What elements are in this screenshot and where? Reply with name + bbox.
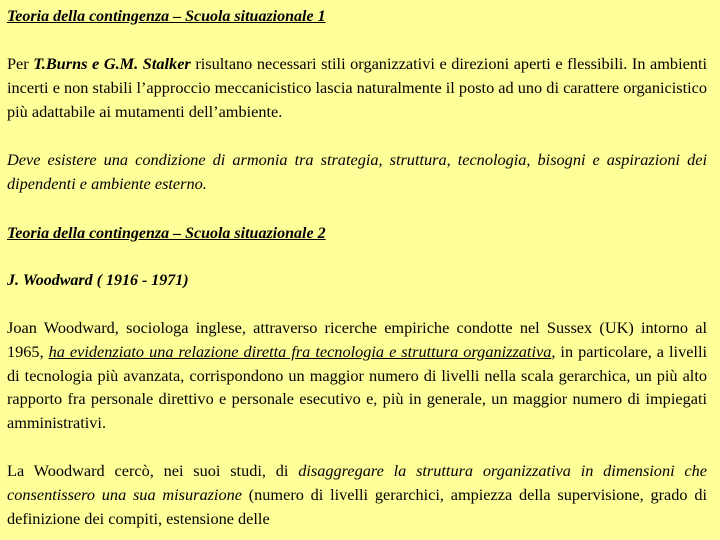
section1-para-prefix: Per [7, 54, 34, 73]
underlined-finding: ha evidenziato una relazione diretta fra tecnologia e struttura organizzativa [48, 341, 552, 361]
italic-statement: disaggregare la struttura organizzativa in dimensioni che consentissero una sua misurazione [7, 461, 707, 504]
section2-paragraph [7, 316, 707, 435]
section2-para-text-a: Joan Woodward, sociologa inglese, attraverso ricerche empiriche condotte nel Sussex (UK) intorno al 1965, [7, 318, 707, 361]
section2-para2-text-a: La Woodward cercò, nei suoi studi, di [7, 461, 299, 480]
section2-paragraph-2 [7, 459, 707, 530]
section1-para-text: risultano necessari stili organizzativi e direzioni aperti e flessibili. In ambienti incerti e non stabili l’approccio meccanicistico lascia naturalmente il posto ad uno di carattere organicistico più adattabile ai mutamenti dell’ambiente. [7, 54, 708, 121]
authors-names: T.Burns e G.M. Stalker [33, 54, 191, 73]
section2-para-text-b: , in particolare, a livelli di tecnologia più avanzata, corrispondono un maggior numero di livelli nella scala gerarchica, un più alto rapporto fra personale direttivo e personale esecutivo e, più in generale, un maggior numero di impiegati amministrativi. [7, 341, 708, 433]
section2-subheading: J. Woodward ( 1916 - 1971) [7, 272, 189, 289]
section1-paragraph [7, 52, 707, 123]
section1-heading: Teoria della contingenza – Scuola situazionale 1 [7, 8, 326, 25]
section1-italic-paragraph: Deve esistere una condizione di armonia tra strategia, struttura, tecnologia, bisogni e aspirazioni dei dipendenti e ambiente esterno. [7, 150, 707, 193]
section2-para2-text-b: (numero di livelli gerarchici, ampiezza della supervisione, grado di definizione dei compiti, estensione delle [7, 484, 707, 528]
section2-heading: Teoria della contingenza – Scuola situazionale 2 [7, 225, 326, 242]
